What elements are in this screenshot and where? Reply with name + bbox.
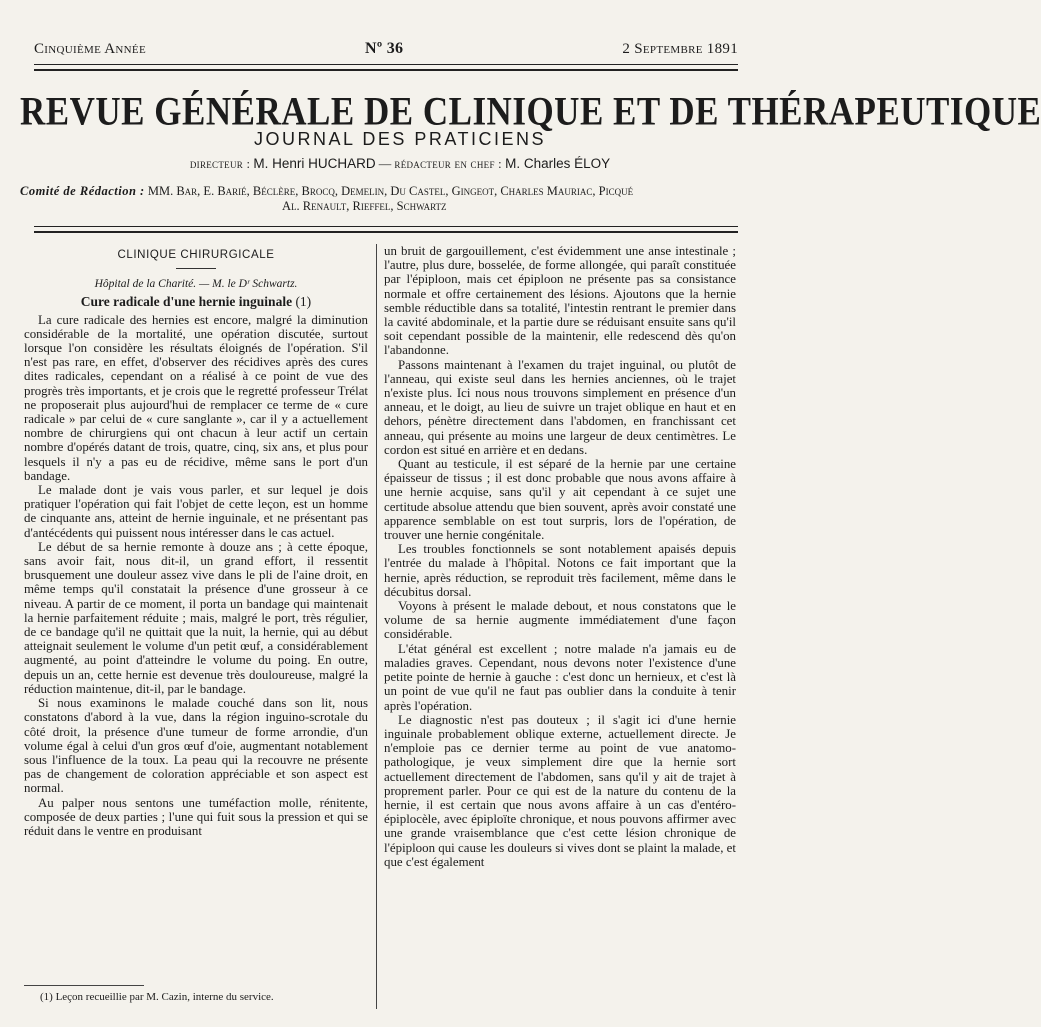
committee-members-1: MM. Bar, E. Barié, Béclère, Brocq, Demelin, Du Castel, Gingeot, Charles Mauriac, Picqué — [147, 184, 634, 198]
issue-number: Nº 36 — [365, 40, 404, 57]
column-divider — [376, 244, 377, 1009]
separator-dash: — — [378, 157, 392, 171]
footnote-rule — [24, 985, 144, 986]
paragraph: Au palper nous sentons une tuméfaction molle, rénitente, composée de deux parties ; l'une qui fuit sous la pression et qui se réduit dans le ventre en produisant — [24, 795, 368, 838]
article-title — [24, 295, 368, 309]
issue-date: 2 Septembre 1891 — [622, 41, 738, 57]
paragraph: Si nous examinons le malade couché dans son lit, nous constatons d'abord à la vue, dans la région inguino-scrotale du côté droit, la présence d'une tumeur de forme arrondie, d'un volume égal à celui d'un gros œuf d'oie, augmentant notablement sous l'influence de la toux. La peau qui la recouvre ne présente pas de changement de coloration appréciable et son aspect est normal. — [24, 696, 368, 796]
paragraph: Passons maintenant à l'examen du trajet inguinal, ou plutôt de l'anneau, qui existe seul dans les hernies anciennes, où le trajet n'existe plus. Ici nous nous trouvons simplement en présence d'un anneau, et le doigt, au lieu de suivre un trajet oblique en haut et en dehors, pénètre directement dans l'abdomen, en franchissant cet anneau, qui présente au moins une largeur de deux centimètres. Le cordon est situé en arrière et en dedans. — [384, 357, 736, 457]
editorial-line — [0, 156, 800, 172]
committee-label: Comité de Rédaction : — [20, 184, 145, 198]
paragraph: Le début de sa hernie remonte à douze ans ; à cette époque, sans avoir fait, nous dit-il, un grand effort, il ressentit brusquement une douleur assez vive dans le pli de l'aine droit, en même temps qu'il constatait la présence d'une grosseur à ce niveau. A partir de ce moment, il porta un bandage qui maintenait la hernie parfaitement réduite ; mais, malgré le port, très régulier, de ce bandage qu'il ne quittait que la nuit, la hernie, qui au début atteignait seulement le volume d'un petit œuf, a considérablement augmenté, au point d'atteindre le volume du poing. En outre, depuis un an, cette hernie est devenue très douloureuse, malgré la réduction maintenue, dit-il, par le bandage. — [24, 539, 368, 696]
paragraph: Le diagnostic n'est pas douteux ; il s'agit ici d'une hernie inguinale probablement oblique externe, actuellement directe. Je n'emploie pas ce dernier terme au point de vue anatomo-pathologique, je veux simplement dire que la hernie sort actuellement directement de l'abdomen, sans qu'il y ait de trajet à proprement parler. Pour ce qui est de la nature du contenu de la hernie, il est certain que nous avons affaire à un cas d'entéro-épiplocèle, avec épiploïte chronique, et nous pouvons affirmer avec une grande vraisemblance que c'est cette lésion chronique de l'épiploon qui cause les douleurs si vives dont se plaint la malade, et que c'est également — [384, 712, 736, 869]
journal-title: REVUE GÉNÉRALE DE CLINIQUE ET DE THÉRAPEUTIQUE — [20, 89, 1041, 134]
committee-block — [20, 184, 740, 214]
paragraph: un bruit de gargouillement, c'est évidemment une anse intestinale ; l'autre, plus dure, bosselée, de forme allongée, qui paraît constituée par l'épiploon, mais cet épiploon ne présente pas sa consistance normale et offre certainement des lésions. Ajoutons que la hernie semble réductible dans sa totalité, l'intestin rentrant le premier dans la cavité abdominale, et la partie dure se réduisant ensuite sans qu'il soit cependant possible de la maintenir, elle redescend dès qu'on l'abandonne. — [384, 244, 736, 358]
section-heading: CLINIQUE CHIRURGICALE — [117, 249, 275, 261]
volume-label: Cinquième Année — [34, 41, 146, 57]
running-header — [34, 40, 738, 58]
footnote-ref: (1) — [295, 294, 312, 310]
masthead-rule — [34, 226, 738, 233]
editor-label: rédacteur en chef : — [394, 157, 502, 171]
hospital-line: Hôpital de la Charité. — M. le Dʳ Schwartz. — [94, 278, 298, 291]
paragraph: Quant au testicule, il est séparé de la hernie par une certaine épaisseur de tissus ; il est donc probable que nous avons affaire à une hernie acquise, sans qu'il y ait cependant à ce sujet une certitude absolue attendu que bien souvent, après avoir constaté une apparence semblable on est tout surpris, lors de l'opération, de trouver une hernie congénitale. — [384, 457, 736, 543]
left-column — [24, 244, 368, 838]
director-name: M. Henri HUCHARD — [253, 156, 376, 171]
director-label: directeur : — [189, 157, 251, 171]
header-rule — [34, 64, 738, 71]
paragraph: Les troubles fonctionnels se sont notablement apaisés depuis l'entrée du malade à l'hôpital. Notons ce fait important que la hernie, après réduction, se reproduit très facilement, même dans le décubitus dorsal. — [384, 542, 736, 599]
committee-members-2: Al. Renault, Rieffel, Schwartz — [282, 199, 447, 213]
right-column — [384, 244, 736, 869]
journal-subtitle: JOURNAL DES PRATICIENS — [253, 129, 547, 149]
footnote: (1) Leçon recueillie par M. Cazin, interne du service. — [40, 991, 274, 1003]
paragraph: L'état général est excellent ; notre malade n'a jamais eu de maladies graves. Cependant, nous devons noter l'existence d'une petite pointe de hernie à gauche : c'est donc un hernieux, et c'est là un point de vue qu'il ne faut pas oublier dans la conduite à tenir après l'opération. — [384, 641, 736, 713]
editor-name: M. Charles ÉLOY — [505, 156, 611, 171]
article-title-text: Cure radicale d'une hernie inguinale — [80, 294, 293, 310]
paragraph: Le malade dont je vais vous parler, et sur lequel je dois pratiquer l'opération qui fait l'objet de cette leçon, est un homme de cinquante ans, atteint de hernie inguinale, et ne présentant pas d'antécédents qui puissent nous intéresser dans le cas actuel. — [24, 483, 368, 540]
paragraph: Voyons à présent le malade debout, et nous constatons que le volume de sa hernie augmente immédiatement d'une façon considérable. — [384, 599, 736, 642]
section-rule — [176, 268, 216, 269]
paragraph: La cure radicale des hernies est encore, malgré la diminution considérable de la mortalité, une opération discutée, surtout lorsque l'on considère les résultats éloignés de l'opération. S'il n'est pas rare, en effet, d'observer des récidives après des cures dites radicales, cependant on a réalisé à ce point de vue des progrès très importants, et je crois que le regretté professeur Trélat ne proposerait plus aujourd'hui de remplacer ce terme de « cure radicale » par celui de « cure sanglante », car il y a actuellement nombre de chirurgiens qui ont chacun à leur actif un certain nombre d'opérés datant de trois, quatre, cinq, six ans, et plus pour lesquels il n'y a pas eu de récidive, même sans le port d'un bandage. — [24, 312, 368, 483]
